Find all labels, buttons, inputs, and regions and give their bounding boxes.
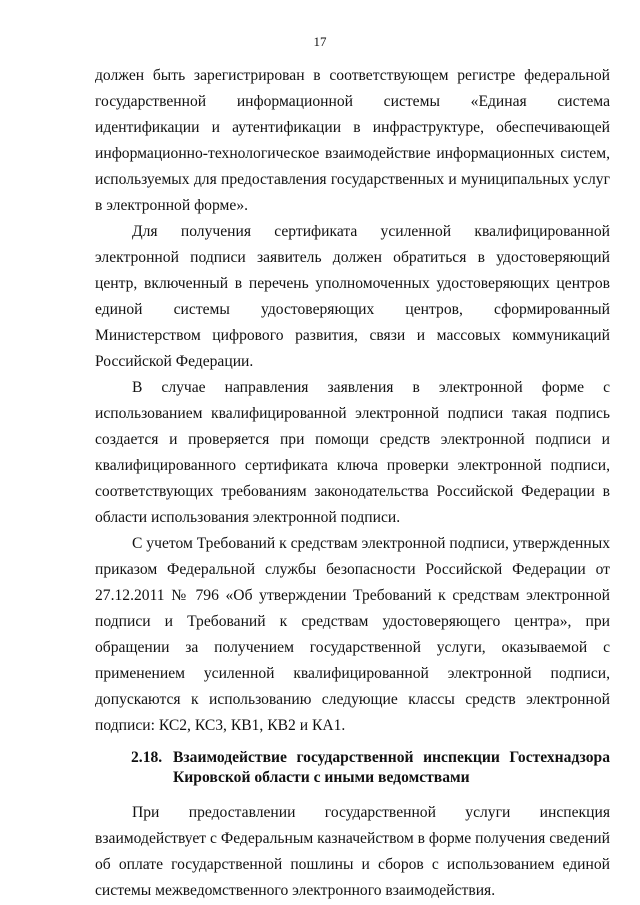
paragraph-requirements: С учетом Требований к средствам электронной подписи, утвержденных приказом Федеральной службы безопасности Российской Федерации от 27.12.2011 № 796 «Об утверждении Требований к средствам электронной подписи и Требований к средствам удостоверяющего центра», при обращении за получением государственной услуги, оказываемой с применением усиленной квалифицированной электронной подписи, допускаются к использованию следующие классы средств электронной подписи: КС2, КС3, КВ1, КВ2 и КА1. <box>95 535 610 734</box>
section-title: Взаимодействие государственной инспекции Гостехнадзора Кировской области с иными ведомствами <box>173 749 610 786</box>
page-number: 17 <box>313 34 327 49</box>
section-number: 2.18. <box>131 749 163 766</box>
paragraph-signature-check: В случае направления заявления в электронной форме с использованием квалифицированной электронной подписи такая подпись создается и проверяется при помощи средств электронной подписи и квалифицированного сертификата ключа проверки электронной подписи, соответствующих требованиям законодательства Российской Федерации в области использования электронной подписи. <box>95 379 610 526</box>
paragraph-certificate: Для получения сертификата усиленной квалифицированной электронной подписи заявитель должен обратиться в удостоверяющий центр, включенный в перечень уполномоченных удостоверяющих центров единой системы удостоверяющих центров, сформированный Министерством цифрового развития, связи и массовых коммуникаций Российской Федерации. <box>95 223 610 370</box>
section-heading <box>95 748 610 788</box>
document-body <box>95 63 610 904</box>
paragraph-continuation: должен быть зарегистрирован в соответствующем регистре федеральной государственной информационной системы «Единая система идентификации и аутентификации в инфраструктуре, обеспечивающей информационно-технологическое взаимодействие информационных систем, используемых для предоставления государственных и муниципальных услуг в электронной форме». <box>95 67 610 214</box>
paragraph-interaction: При предоставлении государственной услуги инспекция взаимодействует с Федеральным казначейством в форме получения сведений об оплате государственной пошлины и сборов с использованием единой системы межведомственного электронного взаимодействия. <box>95 804 610 899</box>
